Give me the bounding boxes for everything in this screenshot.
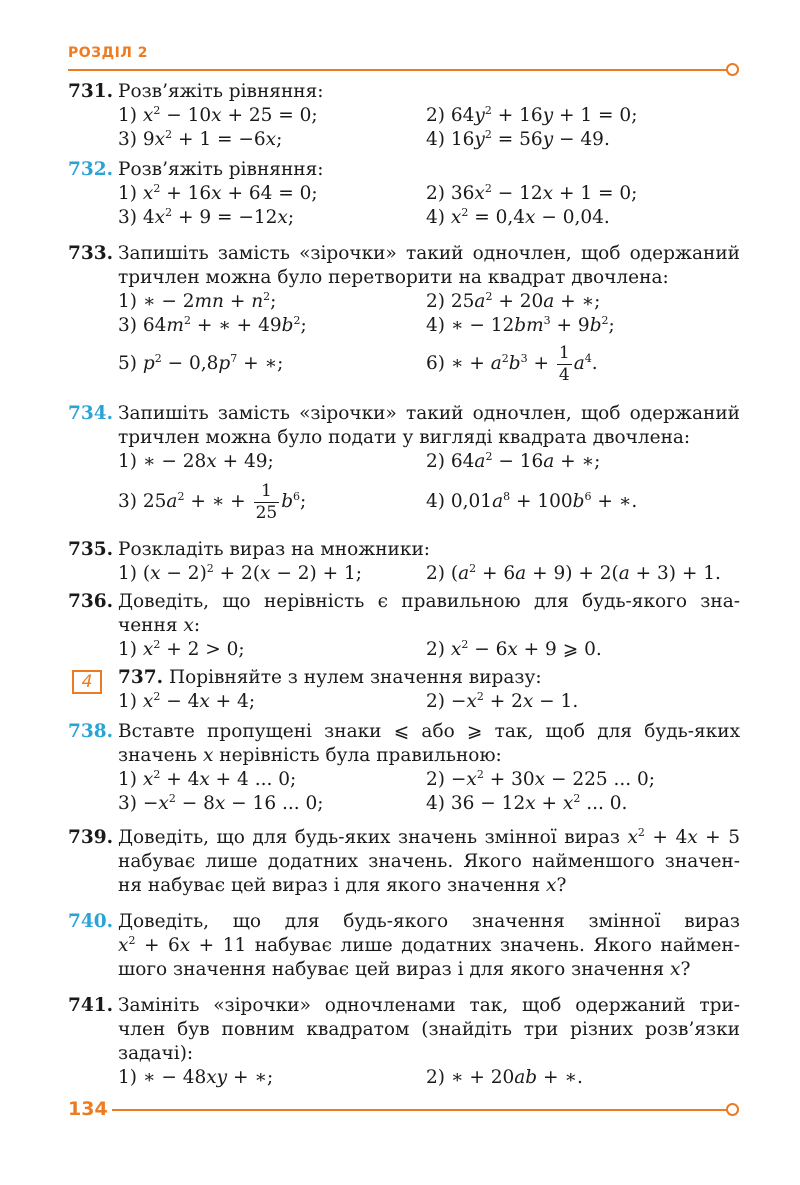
task-740-title3: шого значення набуває цей вираз і для якого значення x? <box>118 959 691 980</box>
task-733-row3: 5) $p^2 - 0,8p^7$ + ∗; 6) ∗ + $a^2b^3$ + $\frac{1}{4}$ $a^4$. <box>118 342 598 385</box>
task-740-title: 740. Доведіть, що для будь-якого значення змінної вираз <box>68 911 740 932</box>
task-738-title: 738. Вставте пропущені знаки ⩽ або ⩾ так, щоб для будь-яких <box>68 721 740 742</box>
task-741-title2: член був повним квадратом (знайдіть три різних розв’язки <box>118 1019 740 1040</box>
task-737-title: 737. Порівняйте з нулем значення виразу: <box>118 667 542 688</box>
header-rule <box>68 69 728 71</box>
task-741-title3: задачі): <box>118 1043 194 1064</box>
task-741-title: 741. Замініть «зірочки» одночленами так, щоб одержаний три- <box>68 995 740 1016</box>
footer-rule-end <box>726 1103 739 1116</box>
task-733-title: 733. Запишіть замість «зірочки» такий одночлен, щоб одержаний <box>68 243 740 264</box>
page-number: 134 <box>68 1098 108 1120</box>
footer-rule <box>112 1109 728 1111</box>
task-734-title2: тричлен можна було подати у вигляді квадрата двочлена: <box>118 427 691 448</box>
task-735-title: 735. Розкладіть вираз на множники: <box>68 539 431 560</box>
task-739-title3: ня набуває цей вираз і для якого значення x? <box>118 875 567 896</box>
task-739-title2: набуває лише додатних значень. Якого найменшого значен- <box>118 851 740 872</box>
task-736-title2: чення x: <box>118 615 201 636</box>
task-734-row2: 3) $25a^2$ + ∗ + $\frac{1}{25}$ $b^6$; 4) $0,01a^8 + 100b^6$ + ∗. <box>118 480 638 523</box>
task-733-title2: тричлен можна було перетворити на квадрат двочлена: <box>118 267 669 288</box>
level-badge: 4 <box>72 670 102 694</box>
task-731-title: 731. Розв’яжіть рівняння: <box>68 81 324 102</box>
section-header: РОЗДІЛ 2 <box>68 45 149 61</box>
task-732-title: 732. Розв’яжіть рівняння: <box>68 159 324 180</box>
task-740-title2: $x^2 + 6x + 11$ набуває лише додатних значень. Якого наймен- <box>118 934 740 956</box>
task-739-title: 739. Доведіть, що для будь-яких значень змінної вираз $x^2 + 4x + 5$ <box>68 826 740 848</box>
task-738-title2: значень x нерівність була правильною: <box>118 745 502 766</box>
task-734-title: 734. Запишіть замість «зірочки» такий одночлен, щоб одержаний <box>68 403 740 424</box>
header-rule-end <box>726 63 739 76</box>
task-736-title: 736. Доведіть, що нерівність є правильною для будь-якого зна- <box>68 591 740 612</box>
